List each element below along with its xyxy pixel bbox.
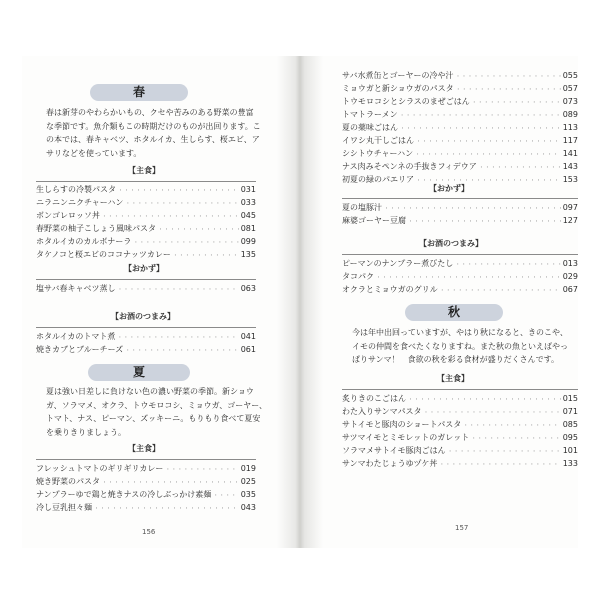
intro-line: 夏は強い日差しに負けない色の濃い野菜の季節。新ショウ — [46, 387, 254, 396]
intro-line: 今は年中出回っていますが、やはり秋になると、きのこや、 — [352, 328, 568, 337]
recipe-list — [342, 392, 578, 470]
right-page — [322, 56, 578, 548]
intro-line: ガ、ソラマメ、オクラ、トウモロコシ、ミョウガ、ゴーヤー、 — [46, 400, 267, 410]
recipe-entry[interactable] — [342, 444, 578, 457]
recipe-entry[interactable] — [36, 488, 256, 501]
recipe-page: 097 — [562, 203, 578, 212]
recipe-entry[interactable] — [342, 457, 578, 470]
recipe-entry[interactable] — [342, 431, 578, 444]
recipe-name: ホタルイカのカルボナーラ — [36, 237, 132, 246]
recipe-page: 073 — [562, 97, 578, 106]
recipe-name: ニラニンニクチャーハン — [36, 198, 124, 207]
recipe-page: 057 — [562, 84, 578, 93]
recipe-entry[interactable] — [36, 343, 256, 356]
dot-leader — [118, 282, 239, 297]
recipe-name: タコパク — [342, 272, 374, 281]
category-main-dish: 【主食】 — [128, 444, 160, 453]
recipe-name: 初夏の緑のパエリア — [342, 175, 414, 184]
recipe-entry[interactable] — [36, 222, 256, 235]
recipe-page: 113 — [562, 123, 578, 132]
category-side-dish: 【おかず】 — [124, 264, 164, 273]
recipe-entry[interactable] — [36, 475, 256, 488]
recipe-entry[interactable] — [342, 69, 578, 82]
recipe-list — [342, 201, 578, 227]
recipe-name: オクラとミョウガのグリル — [342, 285, 438, 294]
recipe-page: 127 — [562, 216, 578, 225]
recipe-page: 035 — [240, 490, 256, 499]
recipe-page: 029 — [562, 272, 578, 281]
recipe-name: ボンゴレロッソ丼 — [36, 211, 100, 220]
recipe-list — [36, 330, 256, 356]
category-side-dish: 【おかず】 — [429, 184, 469, 193]
recipe-page: 153 — [562, 175, 578, 184]
recipe-page: 041 — [240, 332, 256, 341]
recipe-name: 生しらすの冷製パスタ — [36, 185, 116, 194]
season-heading-summer: 夏 — [88, 364, 190, 381]
recipe-entry[interactable] — [342, 160, 578, 173]
season-heading-autumn: 秋 — [405, 304, 503, 321]
recipe-name: サツマイモとミモレットのガレット — [342, 433, 470, 442]
recipe-page: 081 — [240, 224, 256, 233]
recipe-page: 095 — [562, 433, 578, 442]
recipe-entry[interactable] — [36, 235, 256, 248]
recipe-name: 夏の薬味ごはん — [342, 123, 398, 132]
dot-leader — [408, 214, 561, 229]
page-number-right: 157 — [455, 524, 469, 532]
autumn-intro — [352, 326, 578, 367]
divider — [342, 389, 578, 390]
recipe-entry[interactable] — [342, 392, 578, 405]
recipe-name: 焼きカブとブルーチーズ — [36, 345, 124, 354]
intro-line: を乗りきりましょう。 — [46, 427, 126, 437]
recipe-page: 015 — [562, 394, 578, 403]
recipe-entry[interactable] — [36, 282, 256, 295]
recipe-entry[interactable] — [36, 501, 256, 514]
recipe-list — [36, 282, 256, 295]
recipe-name: わた入りサンマパスタ — [342, 407, 422, 416]
recipe-entry[interactable] — [342, 214, 578, 227]
recipe-name: ピーマンのナンプラー煮びたし — [342, 259, 454, 268]
recipe-page: 033 — [240, 198, 256, 207]
book-spread — [22, 56, 578, 548]
recipe-name: トウモロコシとシラスのまぜごはん — [342, 97, 470, 106]
divider — [36, 327, 256, 328]
dot-leader — [173, 248, 239, 263]
divider — [342, 254, 578, 255]
intro-line: イモの仲間を食べたくなりますね。また秋の魚といえばやっ — [352, 341, 568, 351]
recipe-page: 013 — [562, 259, 578, 268]
recipe-entry[interactable] — [342, 257, 578, 270]
recipe-name: ナス肉みそペンネの手抜きフィデウア — [342, 162, 477, 171]
recipe-entry[interactable] — [342, 121, 578, 134]
intro-line: の本では、春キャベツ、ホタルイカ、生しらす、桜エビ、ア — [46, 135, 260, 144]
recipe-name: 麻婆ゴーヤー豆腐 — [342, 216, 406, 225]
page-number-left: 156 — [142, 528, 156, 536]
divider — [36, 459, 256, 460]
recipe-name: トマトラーメン — [342, 110, 398, 119]
recipe-entry[interactable] — [342, 108, 578, 121]
recipe-name: 冷し豆乳担々麺 — [36, 503, 92, 512]
recipe-entry[interactable] — [342, 95, 578, 108]
recipe-page: 135 — [240, 250, 256, 259]
recipe-list — [36, 462, 256, 514]
recipe-page: 063 — [240, 284, 256, 293]
recipe-page: 141 — [562, 149, 578, 158]
recipe-name: ナンプラーゆで鶏と焼きナスの冷しぶっかけ素麺 — [36, 490, 212, 499]
intro-line: ぱりサンマ！ 食欲の秋を彩る食材が盛りだくさんです。 — [352, 355, 559, 364]
dot-leader — [94, 501, 239, 516]
recipe-page: 025 — [240, 477, 256, 486]
recipe-page: 043 — [240, 503, 256, 512]
dot-leader — [439, 457, 560, 472]
recipe-page: 089 — [562, 110, 578, 119]
recipe-entry[interactable] — [342, 82, 578, 95]
recipe-entry[interactable] — [342, 270, 578, 283]
recipe-name: タケノコと桜エビのココナッツカレー — [36, 250, 171, 259]
recipe-page: 099 — [240, 237, 256, 246]
category-main-dish: 【主食】 — [437, 374, 469, 383]
recipe-page: 061 — [240, 345, 256, 354]
recipe-entry[interactable] — [342, 418, 578, 431]
summer-intro — [46, 385, 282, 439]
recipe-name: 炙りきのこごはん — [342, 394, 406, 403]
recipe-entry[interactable] — [342, 405, 578, 418]
recipe-entry[interactable] — [36, 209, 256, 222]
recipe-entry[interactable] — [36, 196, 256, 209]
book-gutter — [277, 56, 323, 548]
recipe-name: サバ水煮缶とゴーヤーの冷や汁 — [342, 71, 454, 80]
dot-leader — [440, 283, 561, 298]
recipe-name: フレッシュトマトのギリギリカレー — [36, 464, 164, 473]
recipe-name: 焼き野菜のパスタ — [36, 477, 100, 486]
recipe-entry[interactable] — [342, 201, 578, 214]
recipe-entry[interactable] — [342, 134, 578, 147]
recipe-name: サンマわたじょうゆヅケ丼 — [342, 459, 438, 468]
recipe-entry[interactable] — [342, 283, 578, 296]
recipe-name: 夏の塩豚汁 — [342, 203, 382, 212]
recipe-name: イワシ丸干しごはん — [342, 136, 414, 145]
recipe-page: 143 — [562, 162, 578, 171]
recipe-page: 055 — [562, 71, 578, 80]
recipe-page: 067 — [562, 285, 578, 294]
divider — [36, 279, 256, 280]
recipe-entry[interactable] — [36, 248, 256, 261]
recipe-list — [342, 257, 578, 296]
recipe-page: 031 — [240, 185, 256, 194]
category-main-dish: 【主食】 — [128, 166, 160, 175]
left-page — [22, 56, 282, 548]
intro-line: な季節です。魚介類もこの時期だけのものが出回ります。こ — [46, 121, 261, 131]
recipe-entry[interactable] — [36, 183, 256, 196]
recipe-name: 塩サバ春キャベツ蒸し — [36, 284, 116, 293]
recipe-page: 071 — [562, 407, 578, 416]
divider — [36, 181, 256, 182]
recipe-name: ソラマメサトイモ豚肉ごはん — [342, 446, 446, 455]
recipe-entry[interactable] — [36, 462, 256, 475]
recipe-list — [342, 69, 578, 186]
intro-line: 春は新芽のやわらかいもの、クセや苦みのある野菜の豊富 — [46, 108, 254, 117]
recipe-entry[interactable] — [342, 147, 578, 160]
intro-line: サリなどを使っています。 — [46, 148, 142, 158]
recipe-page: 045 — [240, 211, 256, 220]
intro-line: トマト、ナス、ピーマン、ズッキーニ。もりもり食べて夏安 — [46, 414, 261, 423]
recipe-name: ミョウガと新ショウガのパスタ — [342, 84, 454, 93]
recipe-name: シシトウチャーハン — [342, 149, 414, 158]
recipe-name: 春野菜の柚子こしょう風味パスタ — [36, 224, 156, 233]
recipe-page: 101 — [562, 446, 578, 455]
recipe-page: 117 — [562, 136, 578, 145]
dot-leader — [125, 343, 238, 358]
season-heading-spring: 春 — [90, 84, 188, 101]
recipe-page: 133 — [562, 459, 578, 468]
spring-intro — [46, 106, 282, 160]
recipe-name: サトイモと豚肉のショートパスタ — [342, 420, 462, 429]
recipe-name: ホタルイカのトマト煮 — [36, 332, 116, 341]
recipe-page: 085 — [562, 420, 578, 429]
category-snacks: 【お酒のつまみ】 — [419, 239, 483, 248]
recipe-entry[interactable] — [36, 330, 256, 343]
recipe-page: 019 — [240, 464, 256, 473]
divider — [342, 198, 578, 199]
recipe-list — [36, 183, 256, 261]
category-snacks: 【お酒のつまみ】 — [111, 312, 175, 321]
